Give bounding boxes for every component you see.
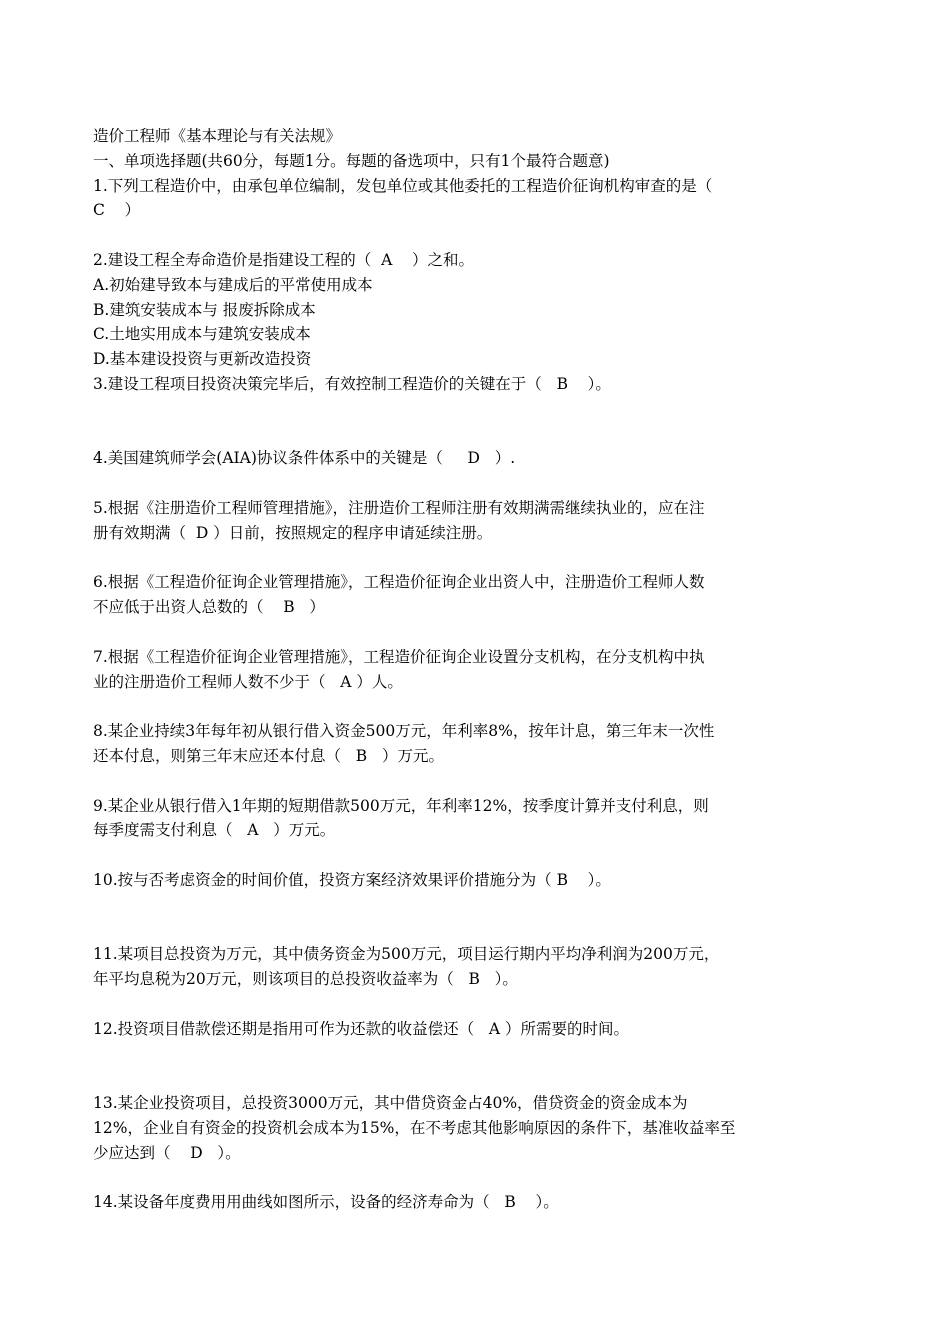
document-page bbox=[93, 124, 873, 1215]
question-8-line-1: 8.某企业持续3年每年初从银行借入资金500万元，年利率8%，按年计息，第三年末一次性 bbox=[93, 722, 715, 741]
question-2-line-1: 2.建设工程全寿命造价是指建设工程的（ A ）之和。 bbox=[93, 250, 475, 269]
question-13-options bbox=[93, 1165, 873, 1190]
question-1-line-2: C ） bbox=[93, 201, 141, 220]
question-4-options bbox=[93, 471, 873, 496]
question-7-options bbox=[93, 694, 873, 719]
question-5-options bbox=[93, 546, 873, 571]
question-9-line-2: 每季度需支付利息（ A ）万元。 bbox=[93, 821, 336, 840]
question-4-line-1: 4.美国建筑师学会(AIA)协议条件体系中的关键是（ D ）. bbox=[93, 449, 516, 468]
question-13-line-1: 13.某企业投资项目，总投资3000万元，其中借贷资金占40%，借贷资金的资金成本为 bbox=[93, 1094, 688, 1113]
question-3-line-1: 3.建设工程项目投资决策完毕后，有效控制工程造价的关键在于（ B ）。 bbox=[93, 374, 611, 393]
question-9-options bbox=[93, 843, 873, 868]
question-5-line-1: 5.根据《注册造价工程师管理措施》，注册造价工程师注册有效期满需继续执业的，应在注 bbox=[93, 498, 705, 517]
section-heading: 一、单项选择题(共60分，每题1分。每题的备选项中，只有1个最符合题意) bbox=[93, 151, 610, 170]
question-5-line-2: 册有效期满（ D ）日前，按照规定的程序申请延续注册。 bbox=[93, 523, 493, 542]
question-3-options-row-2 bbox=[93, 422, 873, 447]
question-2-option-a: A.初始建导致本与建成后的平常使用成本 bbox=[93, 275, 373, 294]
question-3-options-row-1 bbox=[93, 397, 873, 422]
question-9-line-1: 9.某企业从银行借入1年期的短期借款500万元，年利率12%，按季度计算并支付利息，则 bbox=[93, 796, 709, 815]
question-10-options-row-2 bbox=[93, 918, 873, 943]
question-1-options bbox=[93, 223, 873, 248]
question-2-option-b: B.建筑安装成本与 报废拆除成本 bbox=[93, 300, 316, 319]
question-1-line-1: 1.下列工程造价中，由承包单位编制，发包单位或其他委托的工程造价征询机构审查的是（ bbox=[93, 176, 713, 195]
question-11-line-1: 11.某项目总投资为万元，其中债务资金为500万元，项目运行期内平均净利润为200万元， bbox=[93, 945, 720, 964]
question-12-line-1: 12.投资项目借款偿还期是指用可作为还款的收益偿还（ A ）所需要的时间。 bbox=[93, 1019, 630, 1038]
question-2-option-d: D.基本建设投资与更新改造投资 bbox=[93, 350, 312, 369]
question-13-line-2: 12%，企业自有资金的投资机会成本为15%，在不考虑其他影响原因的条件下，基准收益率至 bbox=[93, 1118, 736, 1137]
question-11-line-2: 年平均息税为20万元，则该项目的总投资收益率为（ B ）。 bbox=[93, 970, 518, 989]
question-7-line-1: 7.根据《工程造价征询企业管理措施》，工程造价征询企业设置分支机构，在分支机构中执 bbox=[93, 647, 705, 666]
question-6-line-1: 6.根据《工程造价征询企业管理措施》，工程造价征询企业出资人中，注册造价工程师人数 bbox=[93, 573, 705, 592]
question-8-line-2: 还本付息，则第三年末应还本付息（ B ）万元。 bbox=[93, 746, 444, 765]
question-10-options-row-1 bbox=[93, 893, 873, 918]
document-title: 造价工程师《基本理论与有关法规》 bbox=[93, 127, 342, 145]
question-6-line-2: 不应低于出资人总数的（ B ） bbox=[93, 598, 325, 617]
question-13-line-3: 少应达到（ D ）。 bbox=[93, 1143, 241, 1162]
question-6-options bbox=[93, 620, 873, 645]
question-14-line-1: 14.某设备年度费用用曲线如图所示，设备的经济寿命为（ B ）。 bbox=[93, 1193, 559, 1212]
question-11-options bbox=[93, 992, 873, 1017]
question-12-options-row-2 bbox=[93, 1066, 873, 1091]
question-7-line-2: 业的注册造价工程师人数不少于（ A ）人。 bbox=[93, 672, 403, 691]
question-8-options bbox=[93, 769, 873, 794]
question-2-option-c: C.土地实用成本与建筑安装成本 bbox=[93, 325, 311, 344]
question-10-line-1: 10.按与否考虑资金的时间价值，投资方案经济效果评价措施分为（ B ）。 bbox=[93, 870, 611, 889]
question-12-options-row-1 bbox=[93, 1041, 873, 1066]
